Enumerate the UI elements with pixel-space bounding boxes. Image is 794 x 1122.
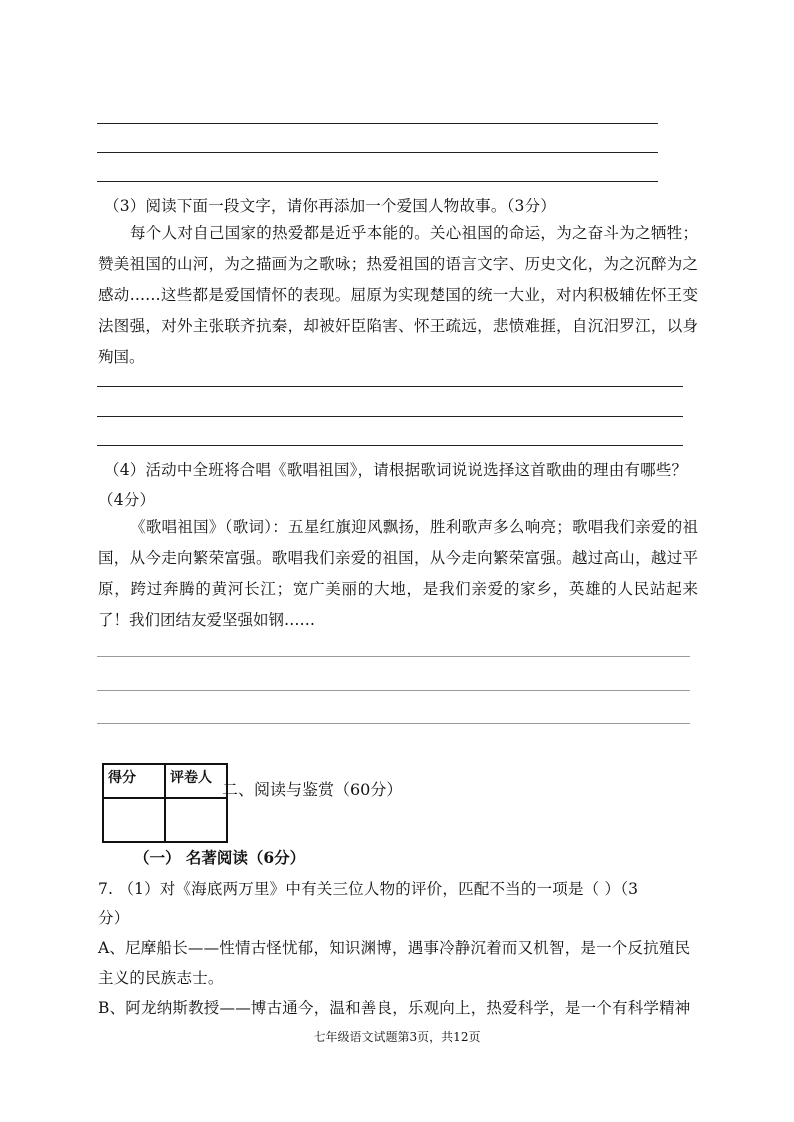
answer-line[interactable] xyxy=(97,181,658,182)
question-7-line2: 分） xyxy=(98,909,130,927)
grader-header: 评卷人 xyxy=(165,764,227,798)
score-cell[interactable] xyxy=(103,798,165,842)
question-4-passage xyxy=(98,512,698,636)
grader-cell[interactable] xyxy=(165,798,227,842)
option-a-line1: A、尼摩船长——性情古怪忧郁，知识渊博，遇事冷静沉着而又机智，是一个反抗殖民 xyxy=(98,939,691,957)
section-title: 二、阅读与鉴赏（60分） xyxy=(222,780,403,799)
answer-line[interactable] xyxy=(97,416,683,417)
option-a-line2: 主义的民族志士。 xyxy=(98,969,224,987)
question-4-points: （4分） xyxy=(98,491,156,509)
answer-line[interactable] xyxy=(97,123,658,124)
answer-line[interactable] xyxy=(97,386,683,387)
answer-line[interactable] xyxy=(97,723,690,724)
answer-line[interactable] xyxy=(97,152,658,153)
question-3-prompt: （3）阅读下面一段文字，请你再添加一个爱国人物故事。（3分） xyxy=(104,197,556,215)
score-table xyxy=(102,763,228,843)
question-4-prompt: （4）活动中全班将合唱《歌唱祖国》，请根据歌词说说选择这首歌曲的理由有哪些？ xyxy=(104,461,688,479)
answer-line[interactable] xyxy=(97,690,690,691)
option-b-line1: B、阿龙纳斯教授——博古通今，温和善良，乐观向上，热爱科学，是一个有科学精神 xyxy=(98,999,691,1017)
answer-line[interactable] xyxy=(97,445,683,446)
lyrics-text: 《歌唱祖国》（歌词）：五星红旗迎风飘扬，胜利歌声多么响亮；歌唱我们亲爱的祖国，从今走向繁荣富强。歌唱我们亲爱的祖国，从今走向繁荣富强。越过高山，越过平原，跨过奔腾的黄河长江；宽广美丽的大地，是我们亲爱的家乡，英雄的人民站起来了！我们团结友爱坚强如钢…… xyxy=(98,518,698,629)
page-footer: 七年级语文试题第3页，共12页 xyxy=(313,1030,481,1044)
subsection-title: （一） 名著阅读（6分） xyxy=(134,848,306,867)
score-header: 得分 xyxy=(103,764,165,798)
answer-line[interactable] xyxy=(97,656,690,657)
question-3-passage xyxy=(98,218,698,373)
passage-text: 每个人对自己国家的热爱都是近乎本能的。关心祖国的命运，为之奋斗为之牺牲；赞美祖国的山河，为之描画为之歌咏；热爱祖国的语言文字、历史文化，为之沉醉为之感动……这些都是爱国情怀的表现。屈原为实现楚国的统一大业，对内积极辅佐怀王变法图强，对外主张联齐抗秦，却被奸臣陷害、怀王疏远，悲愤难捱，自沉汨罗江，以身殉国。 xyxy=(98,224,698,366)
question-7-line1: 7. （1）对《海底两万里》中有关三位人物的评价，匹配不当的一项是（ ）（3 xyxy=(98,880,639,898)
